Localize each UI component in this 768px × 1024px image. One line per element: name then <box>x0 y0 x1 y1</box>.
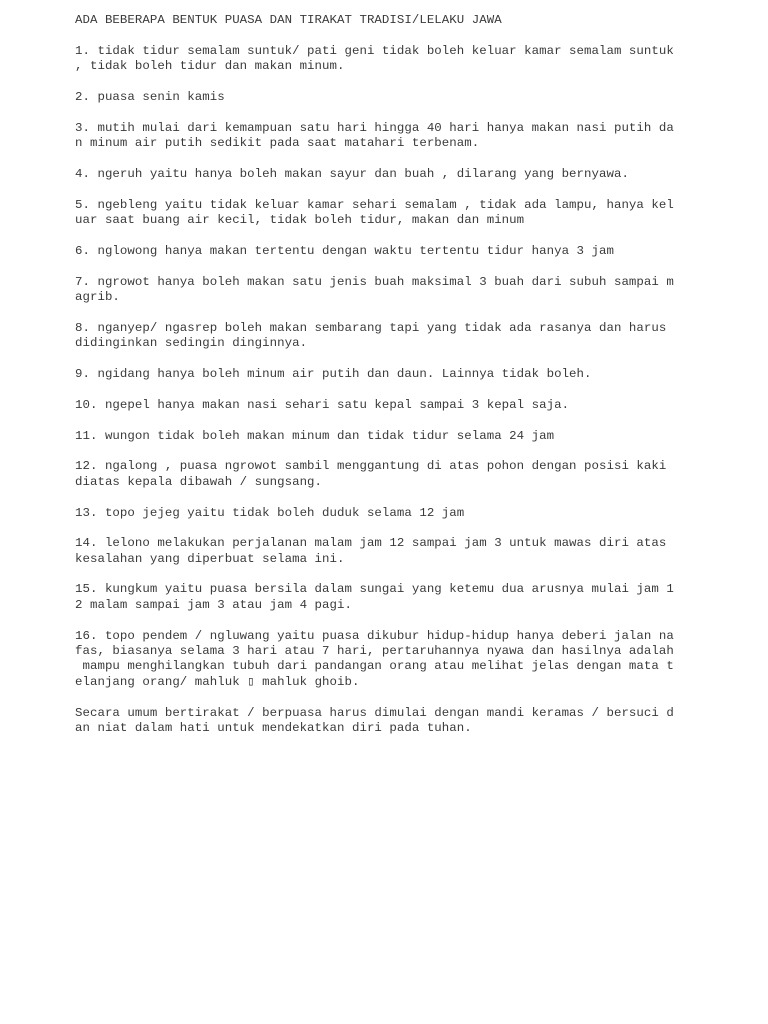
closing-paragraph <box>75 706 695 737</box>
list-item <box>75 275 695 306</box>
text-line: 6. nglowong hanya makan tertentu dengan waktu tertentu tidur hanya 3 jam <box>75 243 614 258</box>
text-line: 14. lelono melakukan perjalanan malam jam 12 sampai jam 3 untuk mawas diri atas <box>75 536 667 551</box>
text-line: kesalahan yang diperbuat selama ini. <box>75 551 345 566</box>
text-line: elanjang orang/ mahluk ▯ mahluk ghoib. <box>75 674 360 689</box>
text-line: 2. puasa senin kamis <box>75 89 225 104</box>
text-line: 15. kungkum yaitu puasa bersila dalam sungai yang ketemu dua arusnya mulai jam 1 <box>75 582 674 597</box>
list-item <box>75 429 695 444</box>
text-line: Secara umum bertirakat / berpuasa harus dimulai dengan mandi keramas / bersuci d <box>75 705 674 720</box>
list-item <box>75 244 695 259</box>
text-line: 2 malam sampai jam 3 atau jam 4 pagi. <box>75 597 352 612</box>
text-line: , tidak boleh tidur dan makan minum. <box>75 59 345 74</box>
text-line: 12. ngalong , puasa ngrowot sambil menggantung di atas pohon dengan posisi kaki <box>75 459 667 474</box>
text-line: 4. ngeruh yaitu hanya boleh makan sayur dan buah , dilarang yang bernyawa. <box>75 166 629 181</box>
text-line: fas, biasanya selama 3 hari atau 7 hari, pertaruhannya nyawa dan hasilnya adalah <box>75 644 674 659</box>
text-line: 9. ngidang hanya boleh minum air putih dan daun. Lainnya tidak boleh. <box>75 366 592 381</box>
document-body <box>75 44 695 737</box>
list-item <box>75 121 695 152</box>
text-line: mampu menghilangkan tubuh dari pandangan orang atau melihat jelas dengan mata t <box>75 659 674 674</box>
text-line: uar saat buang air kecil, tidak boleh tidur, makan dan minum <box>75 213 525 228</box>
text-line: 8. nganyep/ ngasrep boleh makan sembarang tapi yang tidak ada rasanya dan harus <box>75 320 667 335</box>
document-page <box>75 13 695 752</box>
text-line: 11. wungon tidak boleh makan minum dan tidak tidur selama 24 jam <box>75 428 555 443</box>
list-item <box>75 459 695 490</box>
list-item <box>75 367 695 382</box>
document-title: ADA BEBERAPA BENTUK PUASA DAN TIRAKAT TRADISI/LELAKU JAWA <box>75 13 502 27</box>
text-line: agrib. <box>75 290 120 305</box>
text-line: n minum air putih sedikit pada saat matahari terbenam. <box>75 136 480 151</box>
list-item <box>75 321 695 352</box>
text-line: 13. topo jejeg yaitu tidak boleh duduk selama 12 jam <box>75 505 465 520</box>
list-item <box>75 198 695 229</box>
list-item <box>75 398 695 413</box>
text-line: 5. ngebleng yaitu tidak keluar kamar sehari semalam , tidak ada lampu, hanya kel <box>75 197 674 212</box>
text-line: didinginkan sedingin dinginnya. <box>75 336 308 351</box>
text-line: diatas kepala dibawah / sungsang. <box>75 474 323 489</box>
list-item <box>75 582 695 613</box>
list-item <box>75 629 695 691</box>
text-line: 10. ngepel hanya makan nasi sehari satu kepal sampai 3 kepal saja. <box>75 397 570 412</box>
list-item <box>75 536 695 567</box>
text-line: 3. mutih mulai dari kemampuan satu hari hingga 40 hari hanya makan nasi putih da <box>75 120 674 135</box>
text-line: 7. ngrowot hanya boleh makan satu jenis buah maksimal 3 buah dari subuh sampai m <box>75 274 674 289</box>
list-item <box>75 90 695 105</box>
text-line: an niat dalam hati untuk mendekatkan diri pada tuhan. <box>75 720 472 735</box>
list-item <box>75 167 695 182</box>
text-line: 1. tidak tidur semalam suntuk/ pati geni tidak boleh keluar kamar semalam suntuk <box>75 43 674 58</box>
text-line: 16. topo pendem / ngluwang yaitu puasa dikubur hidup-hidup hanya deberi jalan na <box>75 628 674 643</box>
list-item <box>75 44 695 75</box>
list-item <box>75 506 695 521</box>
